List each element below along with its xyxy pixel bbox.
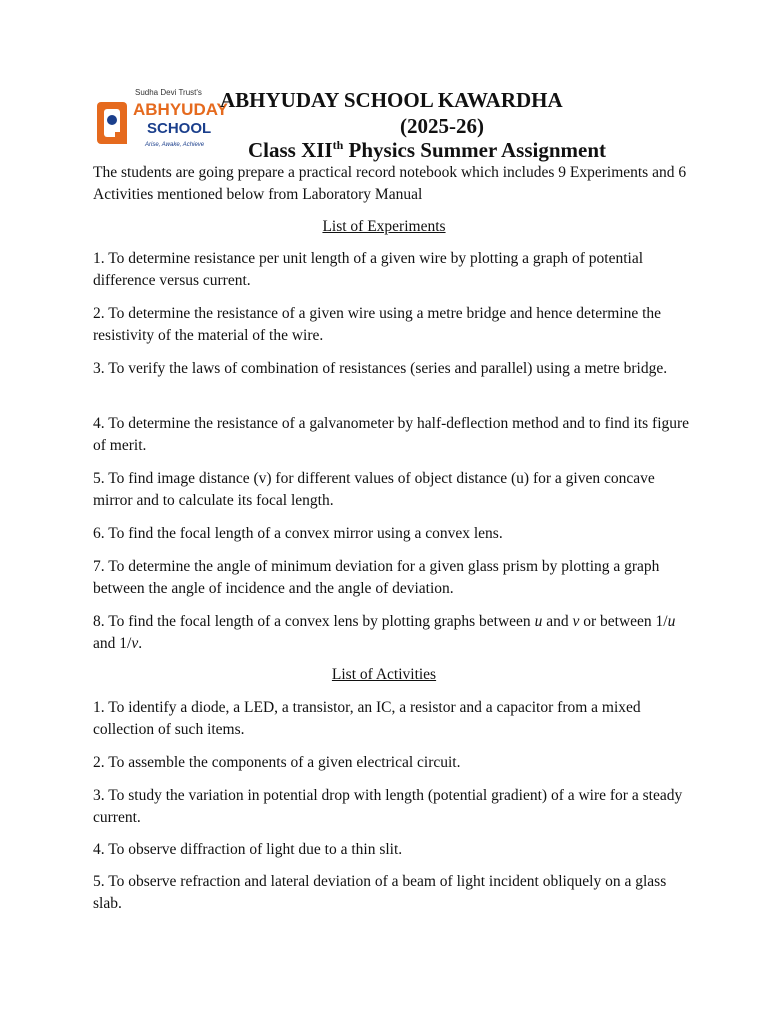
activity-item: 5. To observe refraction and lateral deviation of a beam of light incident obliquely on a glass slab. (93, 873, 667, 912)
logo-trust-text: Sudha Devi Trust's (135, 88, 202, 97)
activity-item: 4. To observe diffraction of light due to a thin slit. (93, 841, 403, 858)
experiment-item-8: 8. To find the focal length of a convex lens by plotting graphs between u and v or between 1/u and 1/v. (93, 613, 676, 652)
activities-heading: List of Activities (331, 666, 437, 683)
logo-name-line1: ABHYUDAY (133, 100, 228, 119)
experiment-item: 5. To find image distance (v) for different values of object distance (u) for a given concave mirror and to calculate its focal length. (93, 470, 655, 509)
experiment-item: 7. To determine the angle of minimum deviation for a given glass prism by plotting a graph between the angle of incidence and the angle of deviation. (93, 558, 660, 597)
activity-item: 2. To assemble the components of a given electrical circuit. (93, 754, 461, 771)
logo-name-line2: SCHOOL (147, 120, 212, 137)
experiments-heading: List of Experiments (322, 218, 446, 235)
experiment-item: 1. To determine resistance per unit length of a given wire by plotting a graph of potential difference versus current. (93, 250, 644, 289)
activity-item: 1. To identify a diode, a LED, a transistor, an IC, a resistor and a capacitor from a mixed collection of such items. (93, 699, 641, 738)
assignment-title: Class XIIth Physics Summer Assignment (248, 138, 606, 162)
experiment-item: 3. To verify the laws of combination of resistances (series and parallel) using a metre bridge. (93, 360, 668, 377)
school-title: ABHYUDAY SCHOOL KAWARDHA (220, 88, 563, 112)
logo-mark-icon (95, 98, 131, 148)
experiment-item: 2. To determine the resistance of a given wire using a metre bridge and hence determine the resistivity of the material of the wire. (93, 305, 662, 344)
intro-text: The students are going prepare a practical record notebook which includes 9 Experiments and 6 Activities mentioned below from Laboratory Manual (93, 164, 687, 203)
logo-tagline: Arise, Awake, Achieve (145, 142, 205, 148)
school-logo (95, 88, 228, 156)
experiment-item: 4. To determine the resistance of a galvanometer by half-deflection method and to find its figure of merit. (93, 415, 690, 454)
experiment-item: 6. To find the focal length of a convex mirror using a convex lens. (93, 525, 503, 542)
activity-item: 3. To study the variation in potential drop with length (potential gradient) of a wire for a steady current. (93, 787, 683, 826)
session-year: (2025-26) (400, 114, 484, 138)
